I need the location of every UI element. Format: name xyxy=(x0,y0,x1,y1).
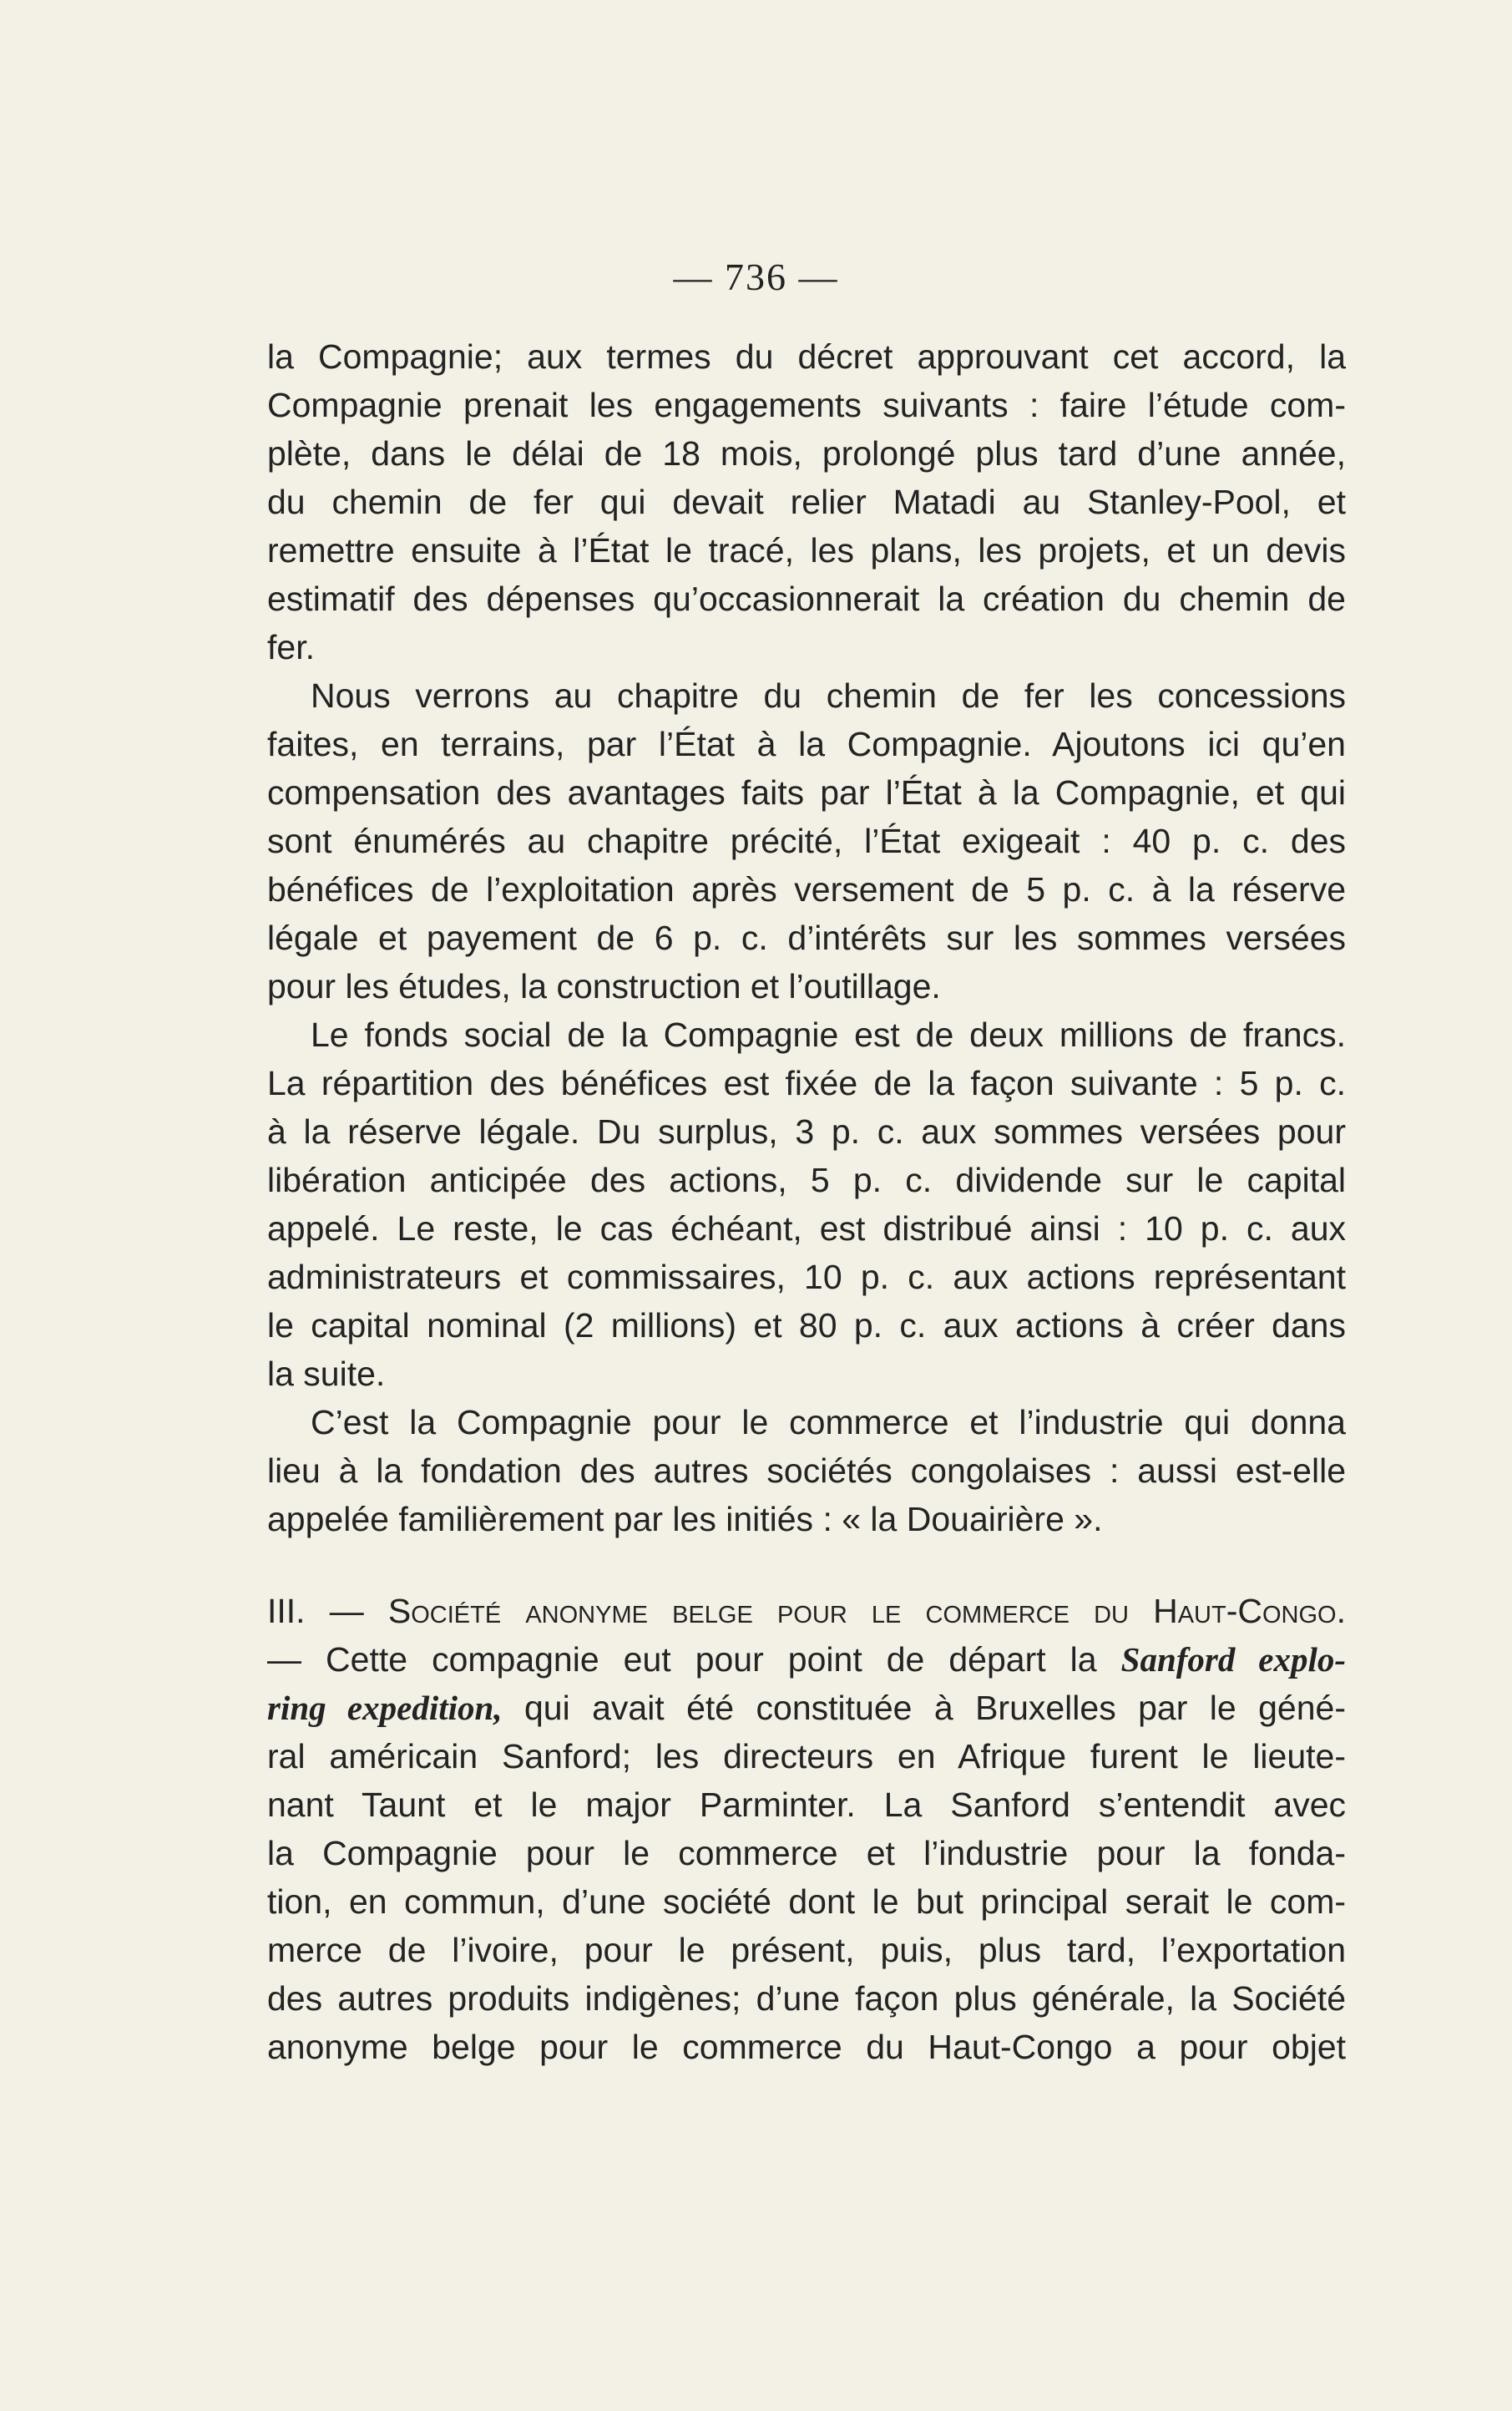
text-line: bénéfices de l’exploitation après versement de 5 p. c. à la réserve xyxy=(267,870,1346,909)
text-line: légale et payement de 6 p. c. d’intérêts sur les sommes versées xyxy=(267,919,1346,957)
section-3 xyxy=(267,1587,1346,2071)
text-line: compensation des avantages faits par l’État à la Compagnie, et qui xyxy=(267,773,1346,812)
section-heading: Société anonyme belge pour le commerce du Haut-Congo. xyxy=(387,1592,1346,1630)
text-line: la suite. xyxy=(267,1355,386,1393)
text-line: la Compagnie; aux termes du décret approuvant cet accord, la xyxy=(267,337,1346,376)
text-line: appelé. Le reste, le cas échéant, est distribué ainsi : 10 p. c. aux xyxy=(267,1209,1346,1248)
text-line xyxy=(267,1635,1346,1684)
paragraph-1 xyxy=(267,332,1346,671)
text-line: des autres produits indigènes; d’une façon plus générale, la Société xyxy=(267,1979,1346,2018)
text-line: Nous verrons au chapitre du chemin de fer les concessions xyxy=(311,676,1346,715)
text-line: plète, dans le délai de 18 mois, prolongé plus tard d’une année, xyxy=(267,434,1346,473)
page-number: — 736 — xyxy=(673,256,839,298)
text-line: faites, en terrains, par l’État à la Compagnie. Ajoutons ici qu’en xyxy=(267,725,1346,763)
text-line: fer. xyxy=(267,628,315,666)
text-line: Le fonds social de la Compagnie est de deux millions de francs. xyxy=(311,1016,1346,1054)
text-run: qui avait été constituée à Bruxelles par le géné- xyxy=(523,1689,1346,1727)
text-line: Compagnie prenait les engagements suivants : faire l’étude com- xyxy=(267,386,1346,424)
paragraph-2 xyxy=(224,671,1346,1010)
section-dash: — xyxy=(329,1592,364,1630)
paragraph-3 xyxy=(224,1010,1346,1398)
text-line: La répartition des bénéfices est fixée de la façon suivante : 5 p. c. xyxy=(267,1064,1346,1102)
text-line: C’est la Compagnie pour le commerce et l’industrie qui donna xyxy=(311,1403,1346,1441)
text-line: nant Taunt et le major Parminter. La Sanford s’entendit avec xyxy=(267,1785,1346,1824)
section-heading-line xyxy=(224,1587,1346,1635)
text-line: appelée familièrement par les initiés : « la Douairière ». xyxy=(267,1500,1103,1538)
text-line: libération anticipée des actions, 5 p. c. dividende sur le capital xyxy=(267,1161,1346,1199)
text-line: remettre ensuite à l’État le tracé, les plans, les projets, et un devis xyxy=(267,531,1346,570)
italic-title: ring expedition, xyxy=(267,1689,503,1727)
text-line: le capital nominal (2 millions) et 80 p. c. aux actions à créer dans xyxy=(267,1306,1346,1345)
text-line: du chemin de fer qui devait relier Matadi au Stanley-Pool, et xyxy=(267,483,1346,521)
text-line: pour les études, la construction et l’outillage. xyxy=(267,967,941,1005)
text-line: anonyme belge pour le commerce du Haut-Congo a pour objet xyxy=(267,2028,1346,2066)
text-line: ral américain Sanford; les directeurs en Afrique furent le lieute- xyxy=(267,1737,1346,1775)
section-spacer xyxy=(267,1543,1346,1587)
paragraph-4 xyxy=(224,1398,1346,1543)
text-line: sont énumérés au chapitre précité, l’État exigeait : 40 p. c. des xyxy=(267,822,1346,860)
text-run: — Cette compagnie eut pour point de départ la xyxy=(267,1640,1097,1679)
text-line: la Compagnie pour le commerce et l’industrie pour la fonda- xyxy=(267,1834,1346,1872)
body-text xyxy=(267,332,1346,2071)
text-line: à la réserve légale. Du surplus, 3 p. c. aux sommes versées pour xyxy=(267,1112,1346,1151)
text-line xyxy=(267,1684,1346,1732)
italic-title: Sanford explo- xyxy=(1120,1640,1346,1679)
text-line: tion, en commun, d’une société dont le but principal serait le com- xyxy=(267,1882,1346,1921)
text-line: lieu à la fondation des autres sociétés congolaises : aussi est-elle xyxy=(267,1451,1346,1490)
text-line: administrateurs et commissaires, 10 p. c. aux actions représentant xyxy=(267,1258,1346,1296)
text-line: merce de l’ivoire, pour le présent, puis, plus tard, l’exportation xyxy=(267,1931,1346,1969)
text-line: estimatif des dépenses qu’occasionnerait la création du chemin de xyxy=(267,580,1346,618)
section-numeral: III. xyxy=(267,1592,306,1630)
